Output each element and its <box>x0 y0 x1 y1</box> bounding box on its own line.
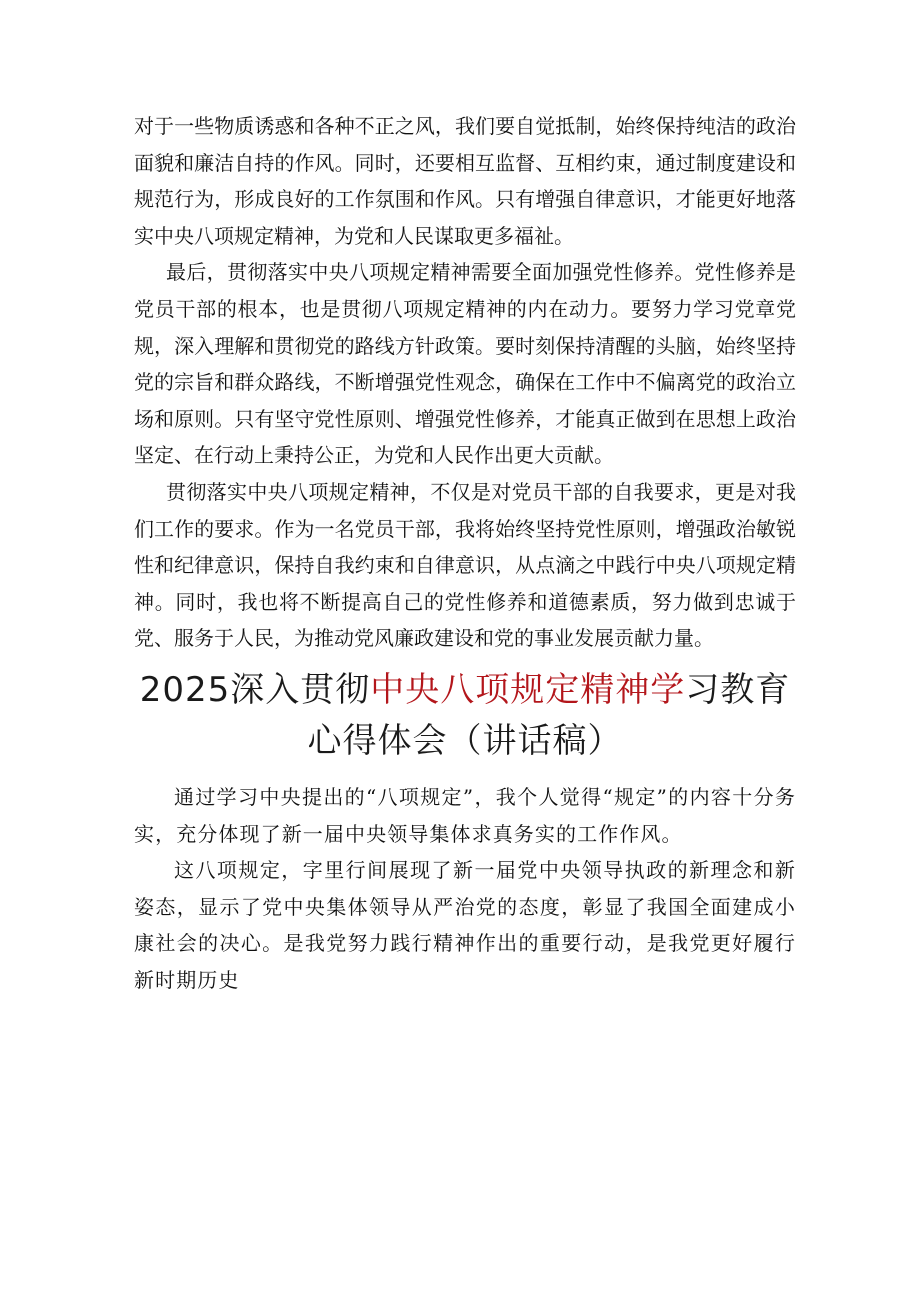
paragraph-2: 最后，贯彻落实中央八项规定精神需要全面加强党性修养。党性修养是党员干部的根本，也是贯彻八项规定精神的内在动力。要努力学习党章党规，深入理解和贯彻党的路线方针政策。要时刻保持清醒的头脑，始终坚持党的宗旨和群众路线，不断增强党性观念，确保在工作中不偏离党的政治立场和原则。只有坚守党性原则、增强党性修养，才能真正做到在思想上政治坚定、在行动上秉持公正，为党和人民作出更大贡献。 <box>134 260 796 468</box>
paragraph-1: 对于一些物质诱惑和各种不正之风，我们要自觉抵制，始终保持纯洁的政治面貌和廉洁自持的作风。同时，还要相互监督、互相约束，通过制度建设和规范行为，形成良好的工作氛围和作风。只有增强自律意识，才能更好地落实中央八项规定精神，为党和人民谋取更多福祉。 <box>134 114 796 248</box>
paragraph-3: 贯彻落实中央八项规定精神，不仅是对党员干部的自我要求，更是对我们工作的要求。作为一名党员干部，我将始终坚持党性原则，增强政治敏锐性和纪律意识，保持自我约束和自律意识，从点滴之中践行中央八项规定精神。同时，我也将不断提高自己的党性修养和道德素质，努力做到忠诚于党、服务于人民，为推动党风廉政建设和党的事业发展贡献力量。 <box>134 479 796 651</box>
title-highlight: 中央八项规定精神学 <box>370 669 686 710</box>
title-part-1: 2025深入贯彻 <box>139 669 371 710</box>
paragraph-4: 通过学习中央提出的“八项规定”，我个人觉得“规定”的内容十分务实，充分体现了新一届中央领导集体求真务实的工作作风。 <box>134 784 796 846</box>
document-page <box>134 108 796 998</box>
document-title <box>134 665 796 767</box>
paragraph-5: 这八项规定，字里行间展现了新一届党中央领导执政的新理念和新姿态，显示了党中央集体领导从严治党的态度，彰显了我国全面建成小康社会的决心。是我党努力践行精神作出的重要行动，是我党更好履行新时期历史 <box>134 858 796 992</box>
title-line-2: 心得体会（讲话稿） <box>307 720 623 761</box>
title-part-3: 习教育 <box>685 669 791 710</box>
